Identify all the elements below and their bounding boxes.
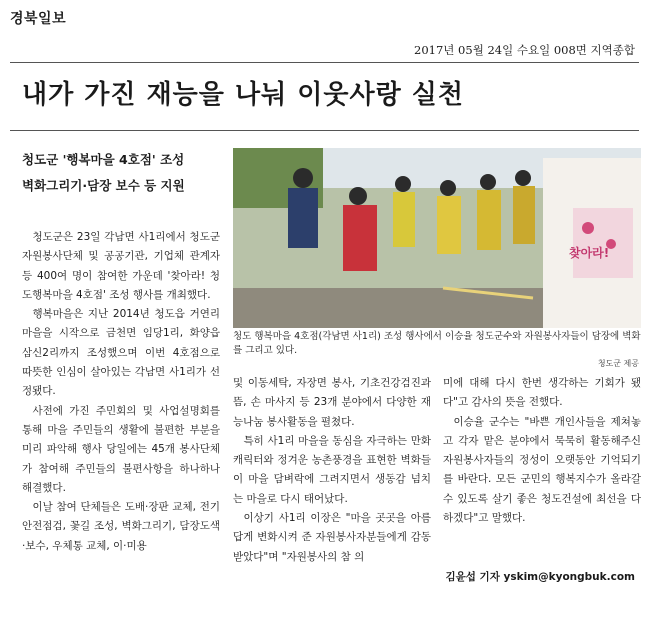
photo [233,148,641,328]
top-rule [10,62,639,63]
paragraph: 이승율 군수는 "바쁜 개인사들을 제쳐놓고 각자 맡은 분야에서 묵묵히 활동해주신 자원봉사자들의 정성이 오랫동안 기억되기를 바란다. 모든 군민의 행복지수가 올라갈 수 있도록 살기 좋은 청도건설에 최선을 다하겠다"고 말했다. [443,415,641,525]
paragraph: 행복마을은 지난 2014년 청도읍 거연리 마을을 시작으로 금천면 임당1리, 화양읍 삼신2리까지 조성했으며 이번 4호점으로 따뜻한 인심이 살아있는 각남면 사1리가 선정됐다. [22,308,220,398]
paragraph: 이상기 사1리 이장은 "마을 곳곳을 아름답게 변화시켜 준 자원봉사자분들에게 감동 받았다"며 "자원봉사의 참 의 [233,512,431,563]
paragraph: 특히 사1리 마을을 동심을 자극하는 만화캐릭터와 정겨운 농촌풍경을 표현한 벽화들이 마을 담벼락에 그려지면서 생동감 넘치는 마을로 다시 태어났다. [233,434,431,505]
paragraph: 미에 대해 다시 한번 생각하는 기회가 됐다"고 감사의 뜻을 전했다. [443,377,641,409]
headline: 내가 가진 재능을 나눠 이웃사랑 실천 [22,80,464,110]
paragraph: 청도군은 23일 각남면 사1리에서 청도군 자원봉사단체 및 공공기관, 기업체 관계자 등 400여 명이 참여한 가운데 '찾아라! 청도행복마을 4호점' 조성 행사를 개최했다. [22,231,220,301]
masthead: 경북일보 [10,11,67,27]
article-column-3 [443,374,641,528]
paragraph: 이날 참여 단체들은 도배·장판 교체, 전기 안전점검, 꽃길 조성, 벽화그리기, 담장도색·보수, 우체통 교체, 이·미용 [22,501,220,552]
photo-credit: 청도군 제공 [597,359,639,368]
headline-rule [10,130,639,131]
article-column-1 [22,228,220,556]
dateline: 2017년 05월 24일 수요일 008면 지역종합 [414,43,635,57]
paragraph: 사전에 가진 주민회의 및 사업설명회를 통해 마을 주민들의 생활에 불편한 부분을 미리 파악해 행사 당일에는 45개 봉사단체가 참여해 주민들의 불편사항을 하나하나 해결했다. [22,404,220,494]
mural-text: 찾아라! [569,246,610,260]
subhead-2: 벽화그리기·담장 보수 등 지원 [22,178,185,193]
photo-image [233,148,641,328]
subhead-1: 청도군 '행복마을 4호점' 조성 [22,152,185,167]
article-column-2 [233,374,431,567]
paragraph: 및 이동세탁, 자장면 봉사, 기초건강검진과 뜸, 손 마사지 등 23개 분야에서 다양한 재능나눔 봉사활동을 펼쳤다. [233,377,431,428]
byline: 김윤섭 기자 yskim@kyongbuk.com [445,571,635,583]
photo-caption: 청도 행복마을 4호점(각남면 사1리) 조성 행사에서 이승율 청도군수와 자원봉사자들이 담장에 벽화를 그리고 있다. [233,331,641,356]
